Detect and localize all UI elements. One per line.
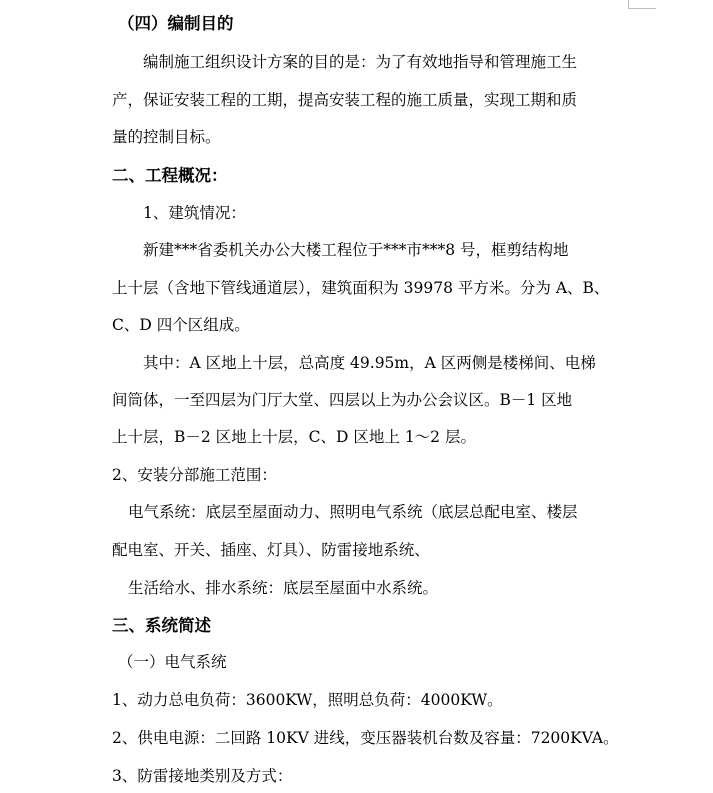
paragraph-line: 产，保证安装工程的工期，提高安装工程的施工质量，实现工期和质 — [112, 91, 578, 109]
paragraph-line: 1、动力总电负荷：3600KW，照明总负荷：4000KW。 — [112, 691, 503, 709]
paragraph-line: 新建***省委机关办公大楼工程位于***市***8 号，框剪结构地 — [143, 241, 569, 259]
paragraph-line: 生活给水、排水系统：底层至屋面中水系统。 — [128, 579, 439, 597]
section-heading: 三、系统简述 — [112, 616, 211, 635]
subheading: 2、安装分部施工范围： — [112, 466, 277, 484]
paragraph-line: C、D 四个区组成。 — [112, 316, 250, 334]
paragraph-line: 编制施工组织设计方案的目的是：为了有效地指导和管理施工生 — [143, 53, 578, 71]
section-heading: （四）编制目的 — [118, 14, 234, 33]
section-heading: 二、工程概况： — [112, 166, 228, 185]
subheading: （一）电气系统 — [118, 653, 227, 671]
subheading: 1、建筑情况： — [143, 204, 246, 222]
paragraph-line: 电气系统：底层至屋面动力、照明电气系统（底层总配电室、楼层 — [128, 503, 578, 521]
paragraph-line: 量的控制目标。 — [112, 128, 221, 146]
page-corner-mark — [628, 8, 656, 9]
paragraph-line: 其中：A 区地上十层，总高度 49.95m，A 区两侧是楼梯间、电梯 — [143, 354, 596, 372]
paragraph-line: 间筒体，一至四层为门厅大堂、四层以上为办公会议区。B－1 区地 — [112, 391, 573, 409]
paragraph-line: 3、防雷接地类别及方式： — [112, 767, 293, 785]
paragraph-line: 上十层（含地下管线通道层），建筑面积为 39978 平方米。分为 A、B、 — [112, 279, 610, 297]
paragraph-line: 配电室、开关、插座、灯具）、防雷接地系统、 — [112, 541, 430, 559]
paragraph-line: 2、供电电源：二回路 10KV 进线，变压器装机台数及容量：7200KVA。 — [112, 729, 619, 747]
paragraph-line: 上十层，B－2 区地上十层，C、D 区地上 1～2 层。 — [112, 428, 476, 446]
